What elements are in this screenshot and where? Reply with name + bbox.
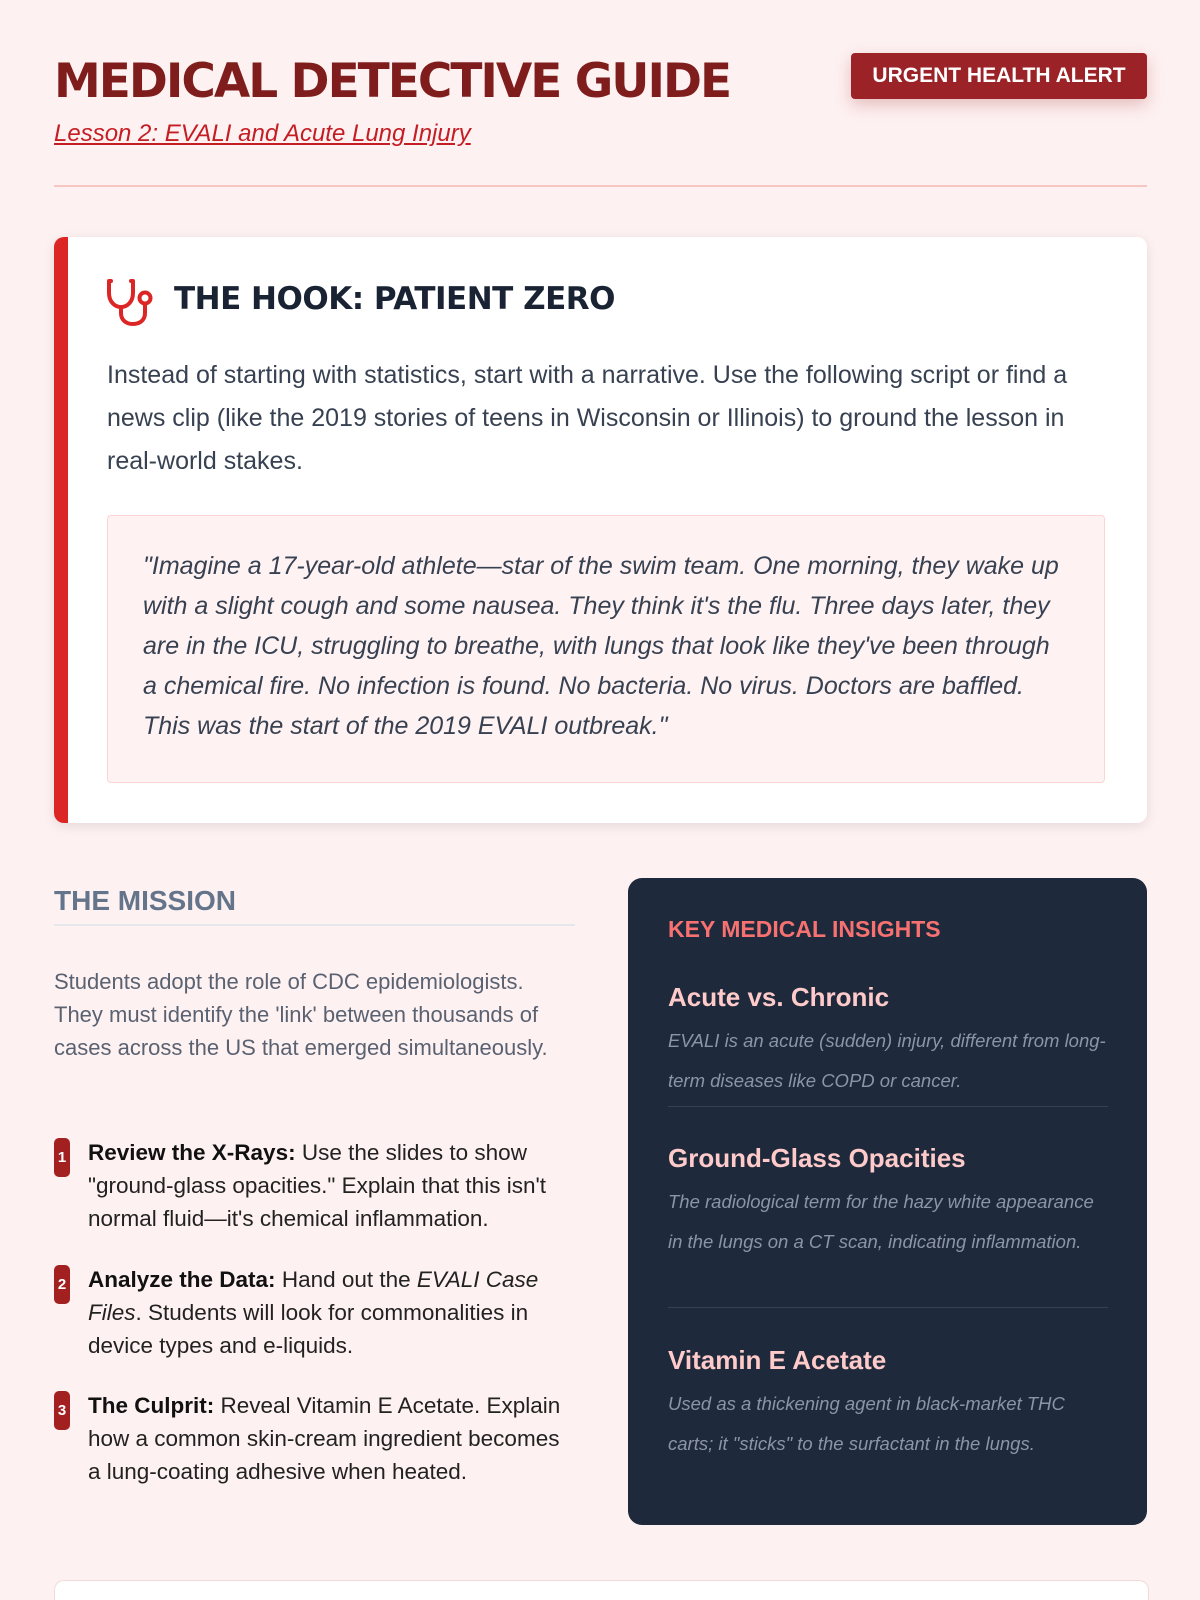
step-text [88, 1136, 578, 1235]
lesson-subtitle: Lesson 2: EVALI and Acute Lung Injury [54, 120, 471, 147]
mission-section [54, 880, 575, 1484]
case-files-title: EVALI Case Files [88, 1267, 539, 1325]
insight-description: The radiological term for the hazy white appearance in the lungs on a CT scan, indicating inflammation. [668, 1191, 1094, 1252]
hook-accent-bar [54, 237, 68, 823]
step-description-end: . Students will look for commonalities in device types and e-liquids. [88, 1300, 529, 1358]
insight-title: Ground-Glass Opacities [668, 1143, 966, 1173]
insight-title: Vitamin E Acetate [668, 1345, 887, 1375]
step-description: Reveal Vitamin E Acetate. Explain how a common skin-cream ingredient becomes a lung-coating adhesive when heated. [88, 1393, 561, 1484]
mission-heading: THE MISSION [54, 880, 575, 926]
patient-zero-script-quote: "Imagine a 17-year-old athlete—star of the swim team. One morning, they wake up with a slight cough and some nausea. They think it's the flu. Three days later, they are in the ICU, struggling to breathe, with lungs that look like they've been through a chemical fire. No infection is found. No bacteria. No virus. Doctors are baffled. This was the start of the 2019 EVALI outbreak." [107, 515, 1105, 783]
step-description-start: Hand out the [275, 1267, 417, 1292]
insights-heading: KEY MEDICAL INSIGHTS [668, 916, 941, 942]
step-text [88, 1263, 578, 1362]
step-number-badge: 3 [54, 1391, 70, 1430]
hook-card [54, 237, 1147, 823]
step-label: Review the X-Rays: [88, 1140, 296, 1165]
hook-intro-text: Instead of starting with statistics, start with a narrative. Use the following script or find a news clip (like the 2019 stories of teens in Wisconsin or Illinois) to ground the lesson in real-world stakes. [107, 361, 1068, 475]
step-text [88, 1389, 578, 1488]
step-number-badge: 2 [54, 1265, 70, 1304]
page-title: MEDICAL DETECTIVE GUIDE [54, 54, 731, 109]
hook-title: THE HOOK: PATIENT ZERO [174, 281, 615, 317]
insight-title: Acute vs. Chronic [668, 982, 890, 1012]
step-number-badge: 1 [54, 1138, 70, 1177]
mission-intro: Students adopt the role of CDC epidemiologists. They must identify the 'link' between thousands of cases across the US that emerged simultaneously. [54, 969, 548, 1060]
key-medical-insights-panel [628, 878, 1147, 1525]
step-label: The Culprit: [88, 1393, 215, 1418]
insight-item [668, 1343, 1108, 1469]
insight-item [668, 1141, 1108, 1308]
step-description: Use the slides to show "ground-glass opacities." Explain that this isn't normal fluid—it's chemical inflammation. [88, 1140, 547, 1231]
next-section-card [54, 1580, 1149, 1600]
page-header [54, 50, 1147, 187]
insight-item [668, 980, 1108, 1107]
stethoscope-icon [106, 277, 158, 327]
step-label: Analyze the Data: [88, 1267, 276, 1292]
urgent-health-alert-badge: URGENT HEALTH ALERT [851, 53, 1147, 99]
insight-description: Used as a thickening agent in black-market THC carts; it "sticks" to the surfactant in the lungs. [668, 1393, 1065, 1454]
insight-description: EVALI is an acute (sudden) injury, different from long-term diseases like COPD or cancer. [668, 1030, 1106, 1091]
